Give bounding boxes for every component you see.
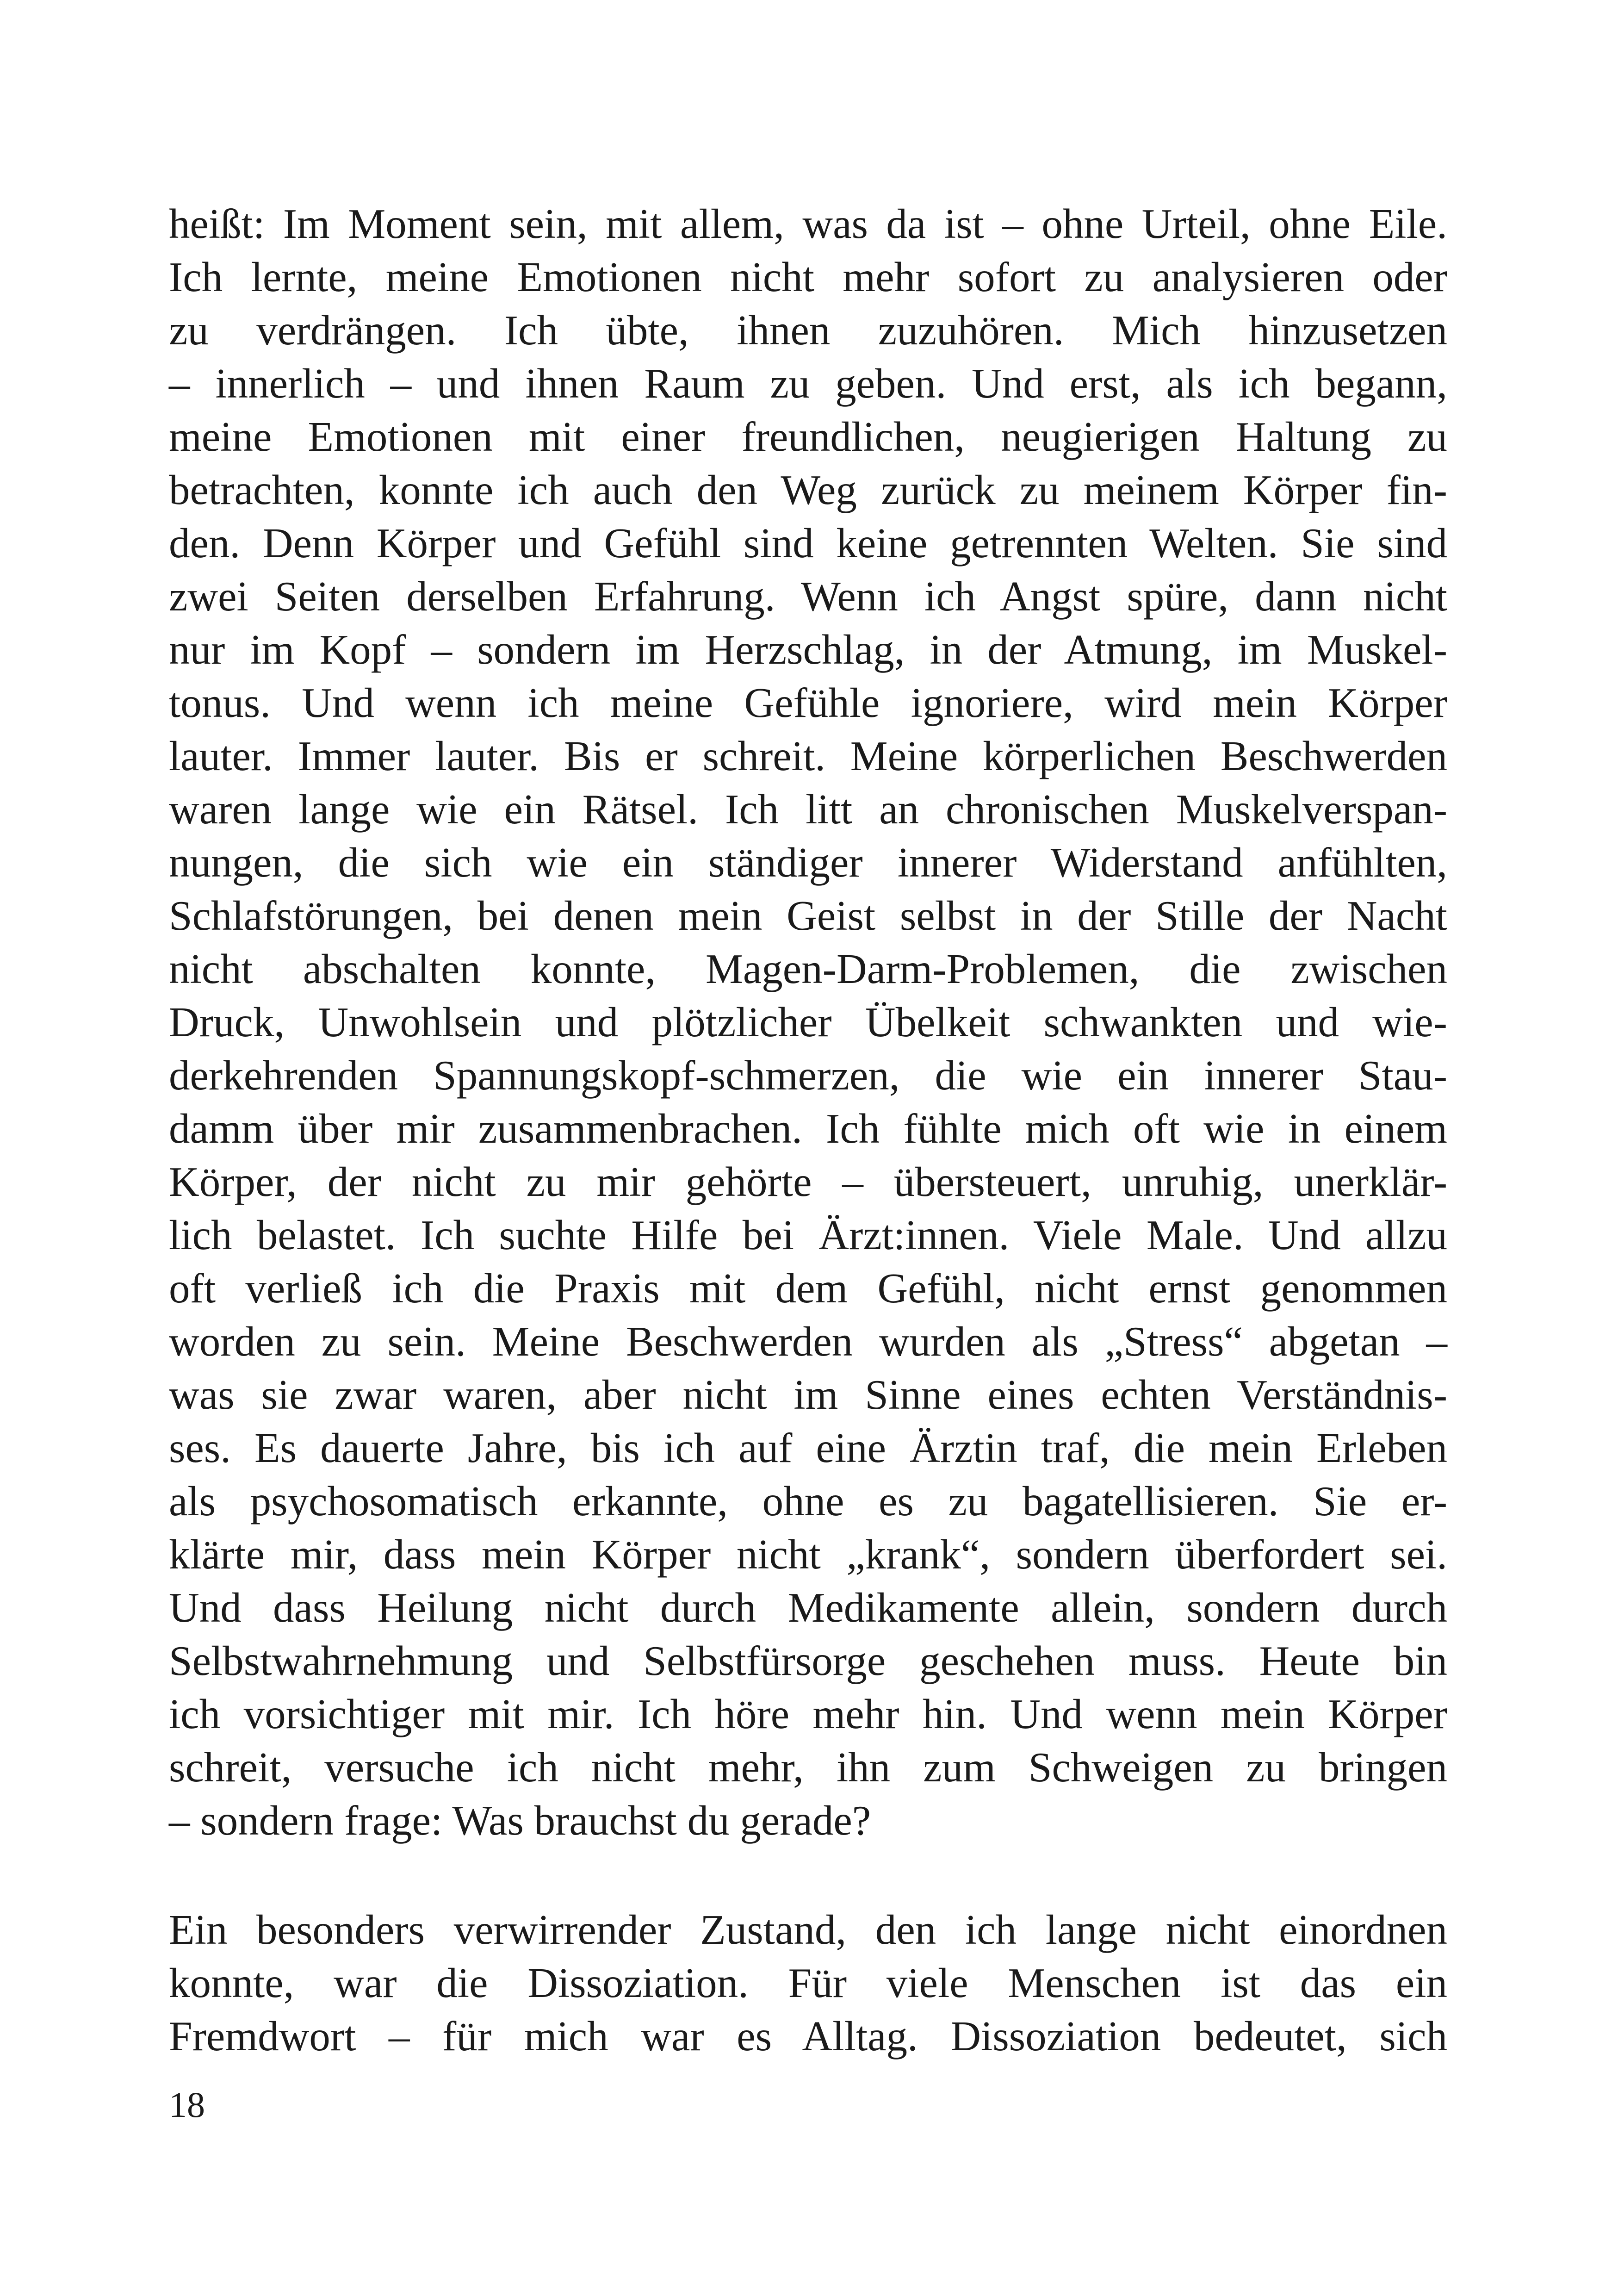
text-line: Selbstwahrnehmung und Selbstfürsorge geschehen muss. Heute bin <box>169 1637 1447 1684</box>
text-line: worden zu sein. Meine Beschwerden wurden als „Stress“ abgetan – <box>169 1318 1447 1365</box>
text-line: waren lange wie ein Rätsel. Ich litt an chronischen Muskelverspan- <box>169 786 1447 833</box>
paragraph-1 <box>169 197 1447 1847</box>
text-line: Ein besonders verwirrender Zustand, den ich lange nicht einordnen <box>169 1906 1447 1953</box>
text-line: Druck, Unwohlsein und plötzlicher Übelkeit schwankten und wie- <box>169 999 1447 1045</box>
text-line: schreit, versuche ich nicht mehr, ihn zum Schweigen zu bringen <box>169 1744 1447 1791</box>
text-line: damm über mir zusammenbrachen. Ich fühlte mich oft wie in einem <box>169 1105 1447 1152</box>
text-line: lich belastet. Ich suchte Hilfe bei Ärzt:innen. Viele Male. Und allzu <box>169 1212 1447 1258</box>
text-line: Ich lernte, meine Emotionen nicht mehr sofort zu analysieren oder <box>169 254 1447 300</box>
text-line: – innerlich – und ihnen Raum zu geben. Und erst, als ich begann, <box>169 360 1447 407</box>
text-line: zu verdrängen. Ich übte, ihnen zuzuhören. Mich hinzusetzen <box>169 307 1447 354</box>
text-line: den. Denn Körper und Gefühl sind keine getrennten Welten. Sie sind <box>169 520 1447 566</box>
text-line: lauter. Immer lauter. Bis er schreit. Meine körperlichen Beschwerden <box>169 733 1447 779</box>
text-line: als psychosomatisch erkannte, ohne es zu bagatellisieren. Sie er- <box>169 1478 1447 1524</box>
text-line: meine Emotionen mit einer freundlichen, neugierigen Haltung zu <box>169 413 1447 460</box>
text-line: derkehrenden Spannungskopf-schmerzen, die wie ein innerer Stau- <box>169 1052 1447 1099</box>
text-line: tonus. Und wenn ich meine Gefühle ignoriere, wird mein Körper <box>169 679 1447 726</box>
text-line: nungen, die sich wie ein ständiger innerer Widerstand anfühlten, <box>169 839 1447 886</box>
text-line: Fremdwort – für mich war es Alltag. Dissoziation bedeutet, sich <box>169 2013 1447 2060</box>
text-line: zwei Seiten derselben Erfahrung. Wenn ich Angst spüre, dann nicht <box>169 573 1447 620</box>
text-line: ich vorsichtiger mit mir. Ich höre mehr hin. Und wenn mein Körper <box>169 1691 1447 1737</box>
text-line: Körper, der nicht zu mir gehörte – übersteuert, unruhig, unerklär- <box>169 1158 1447 1205</box>
text-line: heißt: Im Moment sein, mit allem, was da ist – ohne Urteil, ohne Eile. <box>169 200 1447 247</box>
text-line: konnte, war die Dissoziation. Für viele Menschen ist das ein <box>169 1960 1447 2006</box>
text-line: nur im Kopf – sondern im Herzschlag, in der Atmung, im Muskel- <box>169 626 1447 673</box>
text-line: Und dass Heilung nicht durch Medikamente allein, sondern durch <box>169 1584 1447 1631</box>
text-line: betrachten, konnte ich auch den Weg zurück zu meinem Körper fin- <box>169 467 1447 513</box>
text-line: oft verließ ich die Praxis mit dem Gefühl, nicht ernst genommen <box>169 1265 1447 1312</box>
text-line: was sie zwar waren, aber nicht im Sinne eines echten Verständnis- <box>169 1371 1447 1418</box>
text-line: klärte mir, dass mein Körper nicht „krank“, sondern überfordert sei. <box>169 1531 1447 1578</box>
text-line: Schlafstörungen, bei denen mein Geist selbst in der Stille der Nacht <box>169 892 1447 939</box>
text-line: nicht abschalten konnte, Magen-Darm-Problemen, die zwischen <box>169 946 1447 992</box>
page-number: 18 <box>169 2084 205 2125</box>
text-line: – sondern frage: Was brauchst du gerade? <box>169 1797 871 1844</box>
text-line: ses. Es dauerte Jahre, bis ich auf eine Ärztin traf, die mein Erleben <box>169 1425 1447 1471</box>
paragraph-2 <box>169 1903 1447 2063</box>
